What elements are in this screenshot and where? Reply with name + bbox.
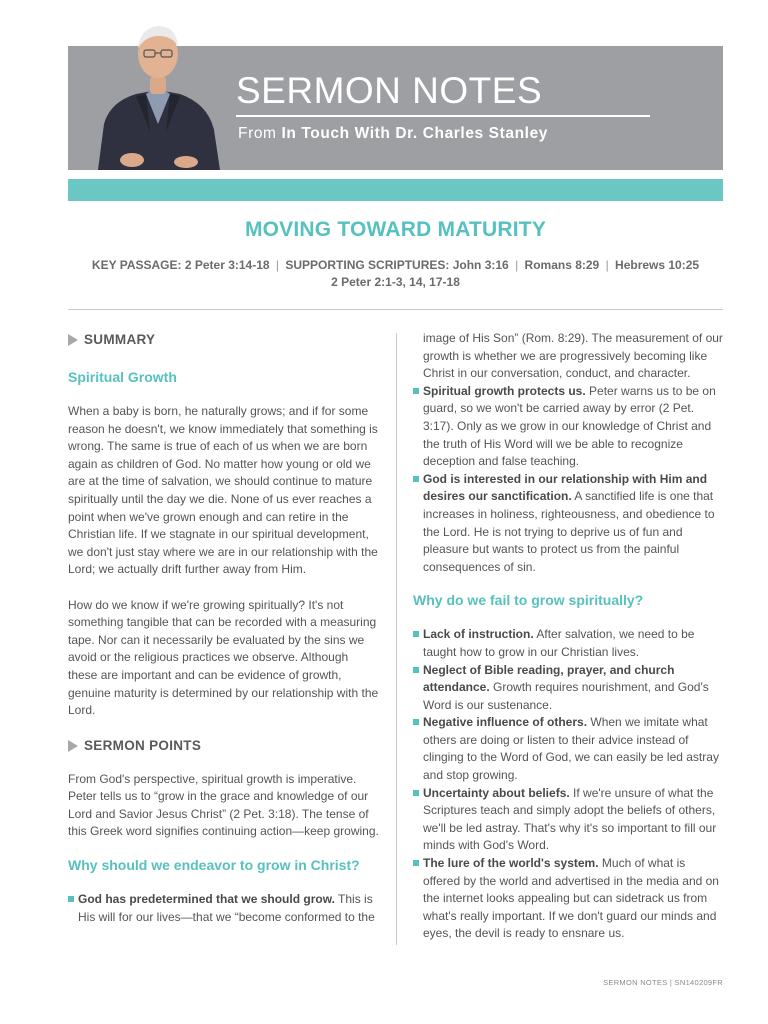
title-divider (68, 309, 723, 310)
separator: | (511, 258, 522, 272)
bullet-square-icon (413, 476, 419, 482)
list-item: Negative influence of others. When we imitate what others are doing or listen to their advice instead of clinging to the Word of God, we can easily be led astray and stop growing. (413, 714, 725, 784)
list-item-continuation: image of His Son” (Rom. 8:29). The measurement of our growth is whether we are progressively becoming like Christ in our conversation, conduct, and character. (423, 331, 723, 381)
supporting-scriptures: SUPPORTING SCRIPTURES: John 3:16 (285, 258, 509, 272)
list-item: Spiritual growth protects us. Peter warns us to be on guard, so we won't be carried away by error (2 Pet. 3:17). Only as we grow in our knowledge of Christ and the truth of His Word will we be able to recognize deception and false teaching. (413, 383, 725, 471)
header-sub-prefix: From (238, 125, 282, 142)
spiritual-growth-heading: Spiritual Growth (68, 369, 177, 385)
key-passage: KEY PASSAGE: 2 Peter 3:14-18 (91, 258, 270, 272)
bullet-square-icon (68, 896, 74, 902)
list-item: Lack of instruction. After salvation, we need to be taught how to grow in our Christian lives. (413, 626, 725, 661)
bullet-square-icon (413, 860, 419, 866)
triangle-icon (68, 740, 78, 752)
accent-bar (68, 179, 723, 201)
bullet-square-icon (413, 631, 419, 637)
header-title: SERMON NOTES (236, 70, 543, 111)
summary-paragraph-1: When a baby is born, he naturally grows; and if for some reason he doesn't, we know immediately that something is wrong. The same is true of each of us when we are born again as children of God. No matter how young or old we are at the time of salvation, we should continue to mature spiritually until the day we die. None of us ever reaches a point when we've grown enough and can retire in the Christian life. If we stagnate in our spiritual development, we don't just stay where we are in our relationship with the Lord; we actually drift further away from Him. (68, 404, 378, 577)
list-item: God is interested in our relationship with Him and desires our sanctification. A sanctified life is one that increases in holiness, righteousness, and obedience to the Lord. He is not trying to deprive us of fun and pleasure but wants to protect us from the painful consequences of sin. (413, 471, 725, 577)
why-fail-heading: Why do we fail to grow spiritually? (413, 592, 644, 609)
header-sub-bold: In Touch With Dr. Charles Stanley (281, 125, 549, 142)
right-column (413, 330, 725, 943)
header-divider (236, 115, 650, 117)
separator: | (272, 258, 283, 272)
sermon-points-heading: SERMON POINTS (68, 736, 380, 756)
summary-heading: SUMMARY (68, 330, 380, 350)
why-grow-heading: Why should we endeavor to grow in Christ? (68, 857, 360, 874)
document-title: MOVING TOWARD MATURITY (244, 218, 547, 241)
list-item: God has predetermined that we should grow. This is His will for our lives—that we “become conformed to the (68, 891, 380, 926)
list-item: The lure of the world's system. Much of what is offered by the world and advertised in the media and on the internet looks appealing but can sidetrack us from what's really important. If we don't guard our minds and eyes, the devil is ready to ensnare us. (413, 855, 725, 943)
bullet-square-icon (413, 719, 419, 725)
scripture-hebrews: Hebrews 10:25 (615, 258, 700, 272)
bullet-square-icon (413, 790, 419, 796)
list-item: Neglect of Bible reading, prayer, and church attendance. Growth requires nourishment, and God's Word is our sustenance. (413, 662, 725, 715)
separator: | (602, 258, 613, 272)
triangle-icon (68, 334, 78, 346)
bullet-square-icon (413, 388, 419, 394)
list-item: Uncertainty about beliefs. If we're unsure of what the Scriptures teach and simply adopt the beliefs of others, we'll be led astray. That's why it's so important to fill our minds with God's Word. (413, 785, 725, 855)
bullet-square-icon (413, 667, 419, 673)
passages-line-2: 2 Peter 2:1-3, 14, 17-18 (331, 275, 460, 289)
header-subtitle (238, 125, 548, 143)
scripture-romans: Romans 8:29 (524, 258, 600, 272)
footer-code: SERMON NOTES | SN140209FR (603, 978, 723, 987)
column-divider (396, 333, 397, 945)
scripture-references (68, 257, 723, 291)
left-column (68, 330, 380, 926)
passages-line-1 (68, 257, 723, 274)
sermon-points-paragraph: From God's perspective, spiritual growth is imperative. Peter tells us to “grow in the grace and knowledge of our Lord and Savior Jesus Christ” (2 Pet. 3:18). The tense of this Greek word signifies continuing action—keep growing. (68, 771, 379, 839)
speaker-photo (88, 14, 228, 170)
summary-paragraph-2: How do we know if we're growing spiritually? It's not something tangible that can be recorded with a measuring tape. Nor can it necessarily be evaluated by the sins we avoid or the religious practices we observe. Although these are important and can be evidence of growth, genuine maturity is determined by our relationship with the Lord. (68, 597, 379, 718)
